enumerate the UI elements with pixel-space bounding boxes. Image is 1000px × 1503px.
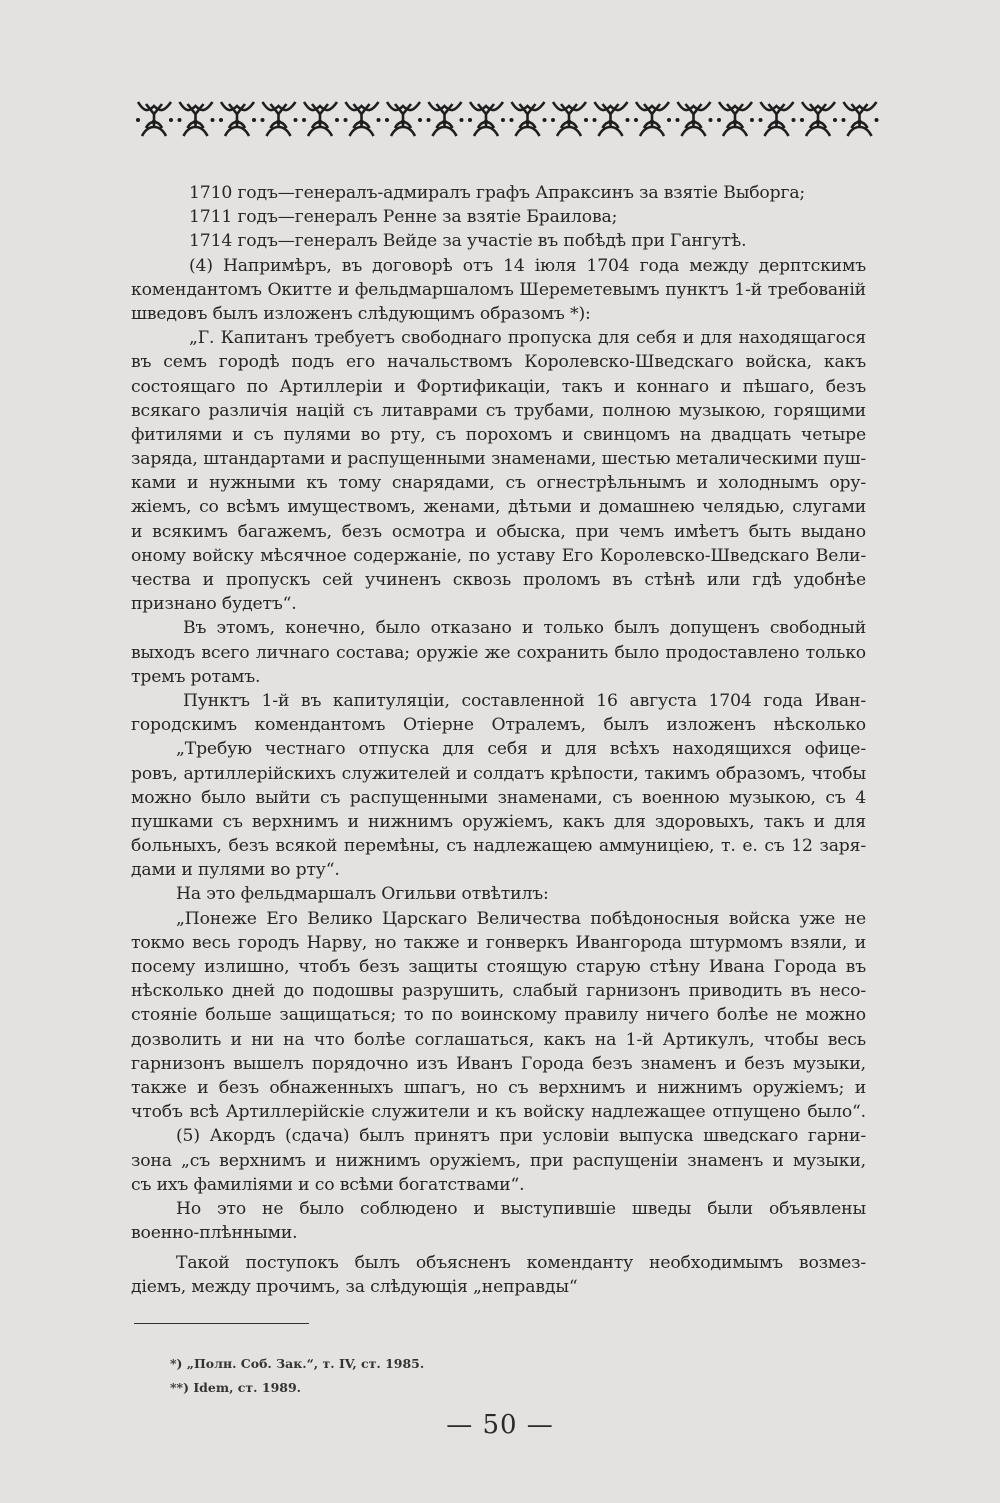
text-line: и всякимъ багажемъ, безъ осмотра и обыска, при чемъ имѣетъ быть выдано: [131, 521, 866, 542]
main-text: [131, 181, 866, 1300]
text-line: заряда, штандартами и распущенными знаменами, шестью металическими пуш-: [131, 449, 866, 470]
text-line: оному войску мѣсячное содержаніе, по уставу Его Королевско-Шведскаго Вели-: [131, 545, 866, 566]
text-line: стояніе больше защищаться; то по воинскому правилу ничего болѣе не можно: [131, 1005, 866, 1026]
text-line: 1714 годъ—генералъ Вейде за участіе въ побѣдѣ при Гангутѣ.: [189, 231, 747, 252]
text-line: выходъ всего личнаго состава; оружіе же сохранить было продоставлено только: [131, 642, 866, 663]
page-number: — 50 —: [446, 1410, 554, 1440]
text-line: можно было выйти съ распущенными знаменами, съ военною музыкою, съ 4: [131, 787, 866, 808]
text-line: съ ихъ фамиліями и со всѣми богатствами“.: [131, 1174, 525, 1195]
text-line: Пунктъ 1-й въ капитуляціи, составленной 16 августа 1704 года Иван-: [183, 690, 866, 711]
text-line: „Понеже Его Велико Царскаго Величества побѣдоносныя войска уже не: [176, 908, 866, 929]
text-line: посему излишно, чтобъ безъ защиты стоящую старую стѣну Ивана Города въ: [131, 957, 866, 977]
text-line: чества и пропускъ сей учиненъ сквозь проломъ въ стѣнѣ или гдѣ удобнѣе: [131, 570, 866, 590]
text-line: (4) Напримѣръ, въ договорѣ отъ 14 іюля 1704 года между дерптскимъ: [189, 255, 866, 276]
text-line: Въ этомъ, конечно, было отказано и только былъ допущенъ свободный: [183, 618, 866, 639]
text-line: „Требую честнаго отпуска для себя и для всѣхъ находящихся офице-: [176, 739, 866, 760]
text-line: дозволить и ни на что болѣе соглашаться, какъ на 1-й Артикулъ, чтобы весь: [131, 1029, 866, 1050]
text-line: На это фельдмаршалъ Огильви отвѣтилъ:: [176, 884, 549, 905]
text-line: токмо весь городъ Нарву, но также и гонверкъ Ивангорода штурмомъ взяли, и: [131, 932, 866, 953]
footnotes: [170, 1352, 424, 1400]
text-line: городскимъ комендантомъ Отіерне Отралемъ, былъ изложенъ нѣсколько: [131, 715, 866, 736]
text-line: чтобъ всѣ Артиллерійскіе служители и къ войску надлежащее отпущено было“.: [131, 1102, 866, 1123]
text-line: 1710 годъ—генералъ-адмиралъ графъ Апраксинъ за взятіе Выборга;: [189, 183, 806, 203]
footnote-1: *) „Полн. Соб. Зак.“, т. IV, ст. 1985.: [170, 1356, 425, 1371]
text-line: шведовъ былъ изложенъ слѣдующимъ образомъ *):: [131, 303, 591, 324]
footnote-divider: [134, 1323, 309, 1324]
text-line: комендантомъ Окитте и фельдмаршаломъ Шереметевымъ пунктъ 1-й требованій: [131, 279, 866, 300]
text-line: Но это не было соблюдено и выступившіе шведы были объявлены: [176, 1198, 866, 1219]
text-line: фитилями и съ пулями во рту, съ порохомъ и свинцомъ на двадцать четыре: [131, 424, 866, 445]
text-line: діемъ, между прочимъ, за слѣдующія „неправды“: [131, 1277, 578, 1298]
text-line: 1711 годъ—генералъ Ренне за взятіе Браилова;: [189, 207, 618, 228]
text-line: жіемъ, со всѣмъ имуществомъ, женами, дѣтьми и домашнею челядью, слугами: [131, 497, 866, 518]
text-line: военно-плѣнными.: [131, 1223, 298, 1244]
text-line: гарнизонъ вышелъ порядочно изъ Иванъ Города безъ знаменъ и безъ музыки,: [131, 1053, 866, 1074]
text-line: пушками съ верхнимъ и нижнимъ оружіемъ, какъ для здоровыхъ, такъ и для: [131, 811, 866, 832]
text-line: „Г. Капитанъ требуетъ свободнаго пропуска для себя и для находящагося: [189, 328, 866, 349]
text-line: ровъ, артиллерійскихъ служителей и солдатъ крѣпости, такимъ образомъ, чтобы: [131, 763, 866, 784]
text-line: ками и нужными къ тому снарядами, съ огнестрѣльнымъ и холоднымъ ору-: [131, 473, 866, 494]
text-line: также и безъ обнаженныхъ шпагъ, но съ верхнимъ и нижнимъ оружіемъ; и: [131, 1077, 866, 1098]
text-line: дами и пулями во рту“.: [131, 860, 340, 881]
text-line: состоящаго по Артиллеріи и Фортификаціи, такъ и коннаго и пѣшаго, безъ: [131, 376, 866, 397]
text-line: Такой поступокъ былъ объясненъ коменданту необходимымъ возмез-: [176, 1253, 866, 1274]
footnote-2: **) Idem, ст. 1989.: [170, 1380, 302, 1395]
text-line: тремъ ротамъ.: [131, 666, 261, 687]
text-line: въ семъ городѣ подъ его начальствомъ Королевско-Шведскаго войска, какъ: [131, 352, 866, 373]
text-line: зона „съ верхнимъ и нижнимъ оружіемъ, при распущеніи знаменъ и музыки,: [131, 1150, 866, 1171]
decorative-header-border: [134, 98, 881, 140]
text-line: всякаго различія націй съ литаврами съ трубами, полною музыкою, горящими: [131, 400, 866, 421]
text-line: нѣсколько дней до подошвы разрушить, слабый гарнизонъ приводить въ несо-: [131, 981, 866, 1002]
text-line: больныхъ, безъ всякой перемѣны, съ надлежащею аммуниціею, т. е. съ 12 заря-: [131, 836, 866, 857]
text-line: (5) Акордъ (сдача) былъ принятъ при условіи выпуска шведскаго гарни-: [176, 1126, 866, 1147]
text-line: признано будетъ“.: [131, 594, 297, 615]
